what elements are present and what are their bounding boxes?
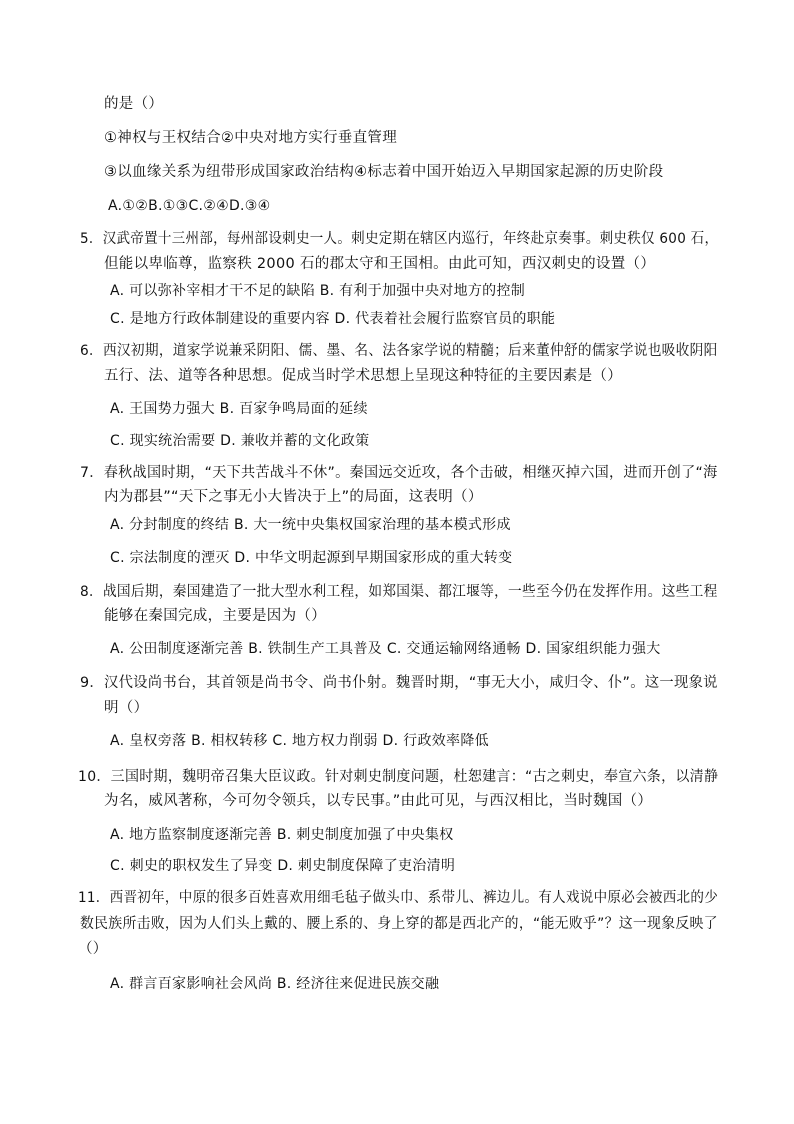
q5-stem-line-2: 但能以卑临尊，监察秩 2000 石的郡太守和王国相。由此可知，西汉刺史的设置（） [104,256,656,272]
q6-stem-line-2: 五行、法、道等各种思想。促成当时学术思想上呈现这种特征的主要因素是（） [104,368,622,384]
q5-options-cd: C. 是地方行政体制建设的重要内容 D. 代表着社会履行监察官员的职能 [110,311,556,327]
q10-stem-line-2: 为名，威风著称，今可勿令领兵，以专民事。”由此可见，与西汉相比，当时魏国（） [104,793,653,809]
q11-options-ab: A. 群言百家影响社会风尚 B. 经济往来促进民族交融 [110,976,440,992]
q10-options-ab: A. 地方监察制度逐渐完善 B. 刺史制度加强了中央集权 [110,827,454,843]
q4-statement-1: ①神权与王权结合②中央对地方实行垂直管理 [104,130,397,146]
q9-options: A. 皇权旁落 B. 相权转移 C. 地方权力削弱 D. 行政效率降低 [110,733,489,749]
q5-options-ab: A. 可以弥补宰相才干不足的缺陷 B. 有利于加强中央对地方的控制 [110,283,526,299]
q7-options-cd: C. 宗法制度的湮灭 D. 中华文明起源到早期国家形成的重大转变 [110,550,513,566]
q4-statement-2: ③以血缘关系为纽带形成国家政治结构④标志着中国开始迈入早期国家起源的历史阶段 [104,164,664,180]
q7-options-ab: A. 分封制度的终结 B. 大一统中央集权国家治理的基本模式形成 [110,517,511,533]
q9-stem-line-1: 9．汉代设尚书台，其首领是尚书令、尚书仆射。魏晋时期，“事无大小，咸归令、仆”。这一现象说 [80,675,718,691]
q6-options-ab: A. 王国势力强大 B. 百家争鸣局面的延续 [110,401,368,417]
q6-options-cd: C. 现实统治需要 D. 兼收并蓄的文化政策 [110,433,370,449]
q8-stem-line-1: 8．战国后期，秦国建造了一批大型水利工程，如郑国渠、都江堰等，一些至今仍在发挥作用。这些工程 [80,584,718,600]
q10-options-cd: C. 刺史的职权发生了异变 D. 刺史制度保障了吏治清明 [110,858,456,874]
q7-stem-line-1: 7．春秋战国时期，“天下共苦战斗不休”。秦国远交近攻，各个击破，相继灭掉六国，进而开创了“海 [80,465,718,481]
q10-stem-line-1: 10．三国时期，魏明帝召集大臣议政。针对刺史制度问题，杜恕建言：“古之刺史，奉宣六条，以清静 [78,769,719,785]
q9-stem-line-2: 明（） [104,700,149,716]
q7-stem-line-2: 内为郡县”“天下之事无小大皆决于上”的局面，这表明（） [104,489,483,505]
q8-stem-line-2: 能够在秦国完成，主要是因为（） [104,608,326,624]
q4-stem-end: 的是（） [104,96,164,112]
q11-stem-line-2: 数民族所击败，因为人们头上戴的、腰上系的、身上穿的都是西北产的，“能无败乎”？这一现象反映了 [80,916,718,932]
q5-stem-line-1: 5．汉武帝置十三州部，每州部设刺史一人。刺史定期在辖区内巡行，年终赴京奏事。刺史秩仅 600 石， [80,231,719,247]
q8-options: A. 公田制度逐渐完善 B. 铁制生产工具普及 C. 交通运输网络通畅 D. 国家组织能力强大 [110,641,661,657]
q11-stem-line-3: （） [78,941,108,957]
q11-stem-line-1: 11．西晋初年，中原的很多百姓喜欢用细毛毡子做头巾、系带儿、裤边儿。有人戏说中原必会被西北的少 [78,890,719,906]
q4-options: A.①②B.①③C.②④D.③④ [108,198,271,214]
q6-stem-line-1: 6．西汉初期，道家学说兼采阴阳、儒、墨、名、法各家学说的精髓；后来董仲舒的儒家学说也吸收阴阳 [80,343,718,359]
